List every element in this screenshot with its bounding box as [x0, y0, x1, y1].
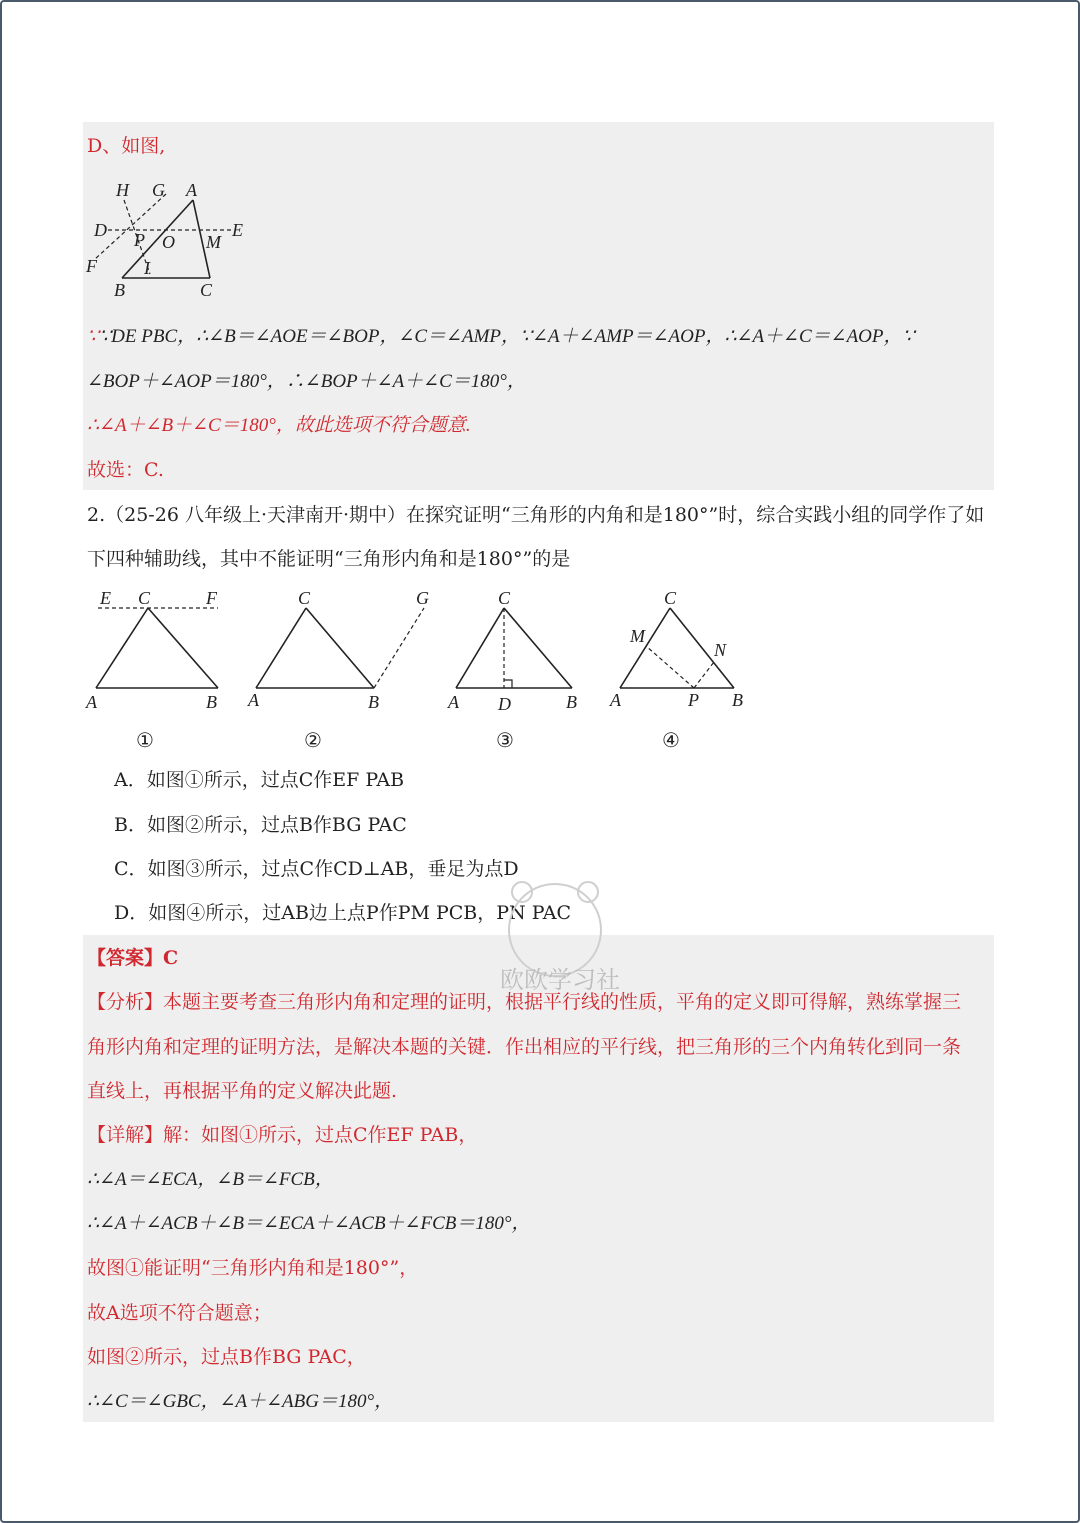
fig-d-label-f: F [86, 256, 97, 276]
question-line-2: 下四种辅助线，其中不能证明“三角形内角和是180°”的是 [87, 548, 571, 570]
figure-1-caption: ① [136, 728, 154, 752]
fig-d-label-a: A [186, 180, 197, 200]
option-b[interactable]: B．如图②所示，过点B作BG PAC [114, 814, 407, 836]
fig1-label-e: E [100, 588, 111, 608]
fig-d-label-o: O [162, 232, 175, 252]
fig2-label-b: B [368, 692, 379, 712]
option-d[interactable]: D．如图④所示，过AB边上点P作PM PCB，PN PAC [114, 902, 572, 924]
figure-2-caption: ② [304, 728, 322, 752]
fig1-label-a: A [86, 692, 97, 712]
fig-d-label-m: M [206, 232, 221, 252]
fig4-label-c: C [664, 588, 677, 608]
figure-2 [244, 584, 444, 714]
fig3-label-b: B [566, 692, 577, 712]
fig-d-label-i: I [144, 258, 150, 278]
proof-line-3: ∴∠A＋∠B＋∠C＝180°，故此选项不符合题意. [87, 415, 471, 436]
figure-3-caption: ③ [496, 728, 514, 752]
option-c[interactable]: C．如图③所示，过点C作CD⊥AB，垂足为点D [114, 858, 519, 880]
watermark-text: 欧欧学习社 [500, 966, 620, 994]
detail-line-2: ∴∠A＝∠ECA，∠B＝∠FCB， [87, 1169, 334, 1190]
bear-logo-icon [470, 870, 640, 1000]
question-line-1: 2.（25-26 八年级上·天津南开·期中）在探究证明“三角形的内角和是180°”时，综合实践小组的同学作了如 [87, 504, 985, 526]
detail-line-3: ∴∠A＋∠ACB＋∠B＝∠ECA＋∠ACB＋∠FCB＝180°， [87, 1213, 531, 1234]
fig-d-label-e: E [232, 220, 243, 240]
detail-line-7: ∴∠C＝∠GBC，∠A＋∠ABG＝180°， [87, 1391, 394, 1412]
fig-d-label-d: D [94, 220, 107, 240]
option-a[interactable]: A．如图①所示，过点C作EF PAB [114, 769, 405, 791]
figure-4-caption: ④ [662, 728, 680, 752]
figure-d-diagram [82, 176, 262, 300]
fig1-label-b: B [206, 692, 217, 712]
fig-d-label-p: P [134, 230, 145, 250]
fig4-label-b: B [732, 690, 743, 710]
fig-d-label-c: C [200, 280, 213, 300]
figure-4 [606, 584, 756, 714]
figure-1 [84, 584, 234, 714]
watermark [470, 870, 640, 1000]
answer-line: 【答案】C [87, 947, 179, 969]
fig4-label-n: N [714, 640, 727, 660]
fig-d-label-b: B [114, 280, 125, 300]
detail-line-4: 故图①能证明“三角形内角和是180°”， [87, 1257, 419, 1279]
fig2-label-c: C [298, 588, 311, 608]
option-d-header: D、如图, [87, 135, 166, 157]
analysis-line-2: 角形内角和定理的证明方法，是解决本题的关键．作出相应的平行线，把三角形的三个内角转化到同一条 [87, 1036, 962, 1058]
fig4-label-m: M [630, 626, 645, 646]
fig2-label-g: G [416, 588, 429, 608]
fig3-label-d: D [498, 694, 511, 714]
fig-d-label-h: H [116, 180, 129, 200]
fig2-label-a: A [248, 690, 259, 710]
conclusion-line: 故选：C. [87, 459, 164, 481]
fig-d-label-g: G [152, 180, 165, 200]
fig3-label-c: C [498, 588, 511, 608]
analysis-line-3: 直线上，再根据平角的定义解决此题. [87, 1080, 398, 1102]
detail-line-6: 如图②所示，过点B作BG PAC， [87, 1346, 366, 1368]
fig3-label-a: A [448, 692, 459, 712]
detail-line-5: 故A选项不符合题意； [87, 1302, 272, 1324]
fig1-label-f: F [206, 588, 217, 608]
detail-line-1: 【详解】解：如图①所示，过点C作EF PAB， [87, 1124, 478, 1146]
analysis-line-1: 【分析】本题主要考查三角形内角和定理的证明，根据平行线的性质，平角的定义即可得解，熟练掌握三 [87, 991, 962, 1013]
fig4-label-a: A [610, 690, 621, 710]
proof-line-1: ∵∵DE PBC，∴∠B＝∠AOE＝∠BOP，∠C＝∠AMP，∵∠A＋∠AMP＝∠AOP，∴∠A＋∠C＝∠AOP，∵ [87, 326, 915, 347]
proof-line-2: ∠BOP＋∠AOP＝180°，∴∠BOP＋∠A＋∠C＝180°， [87, 371, 526, 392]
figure-3 [442, 584, 592, 714]
fig1-label-c: C [138, 588, 151, 608]
fig4-label-p: P [688, 690, 699, 710]
